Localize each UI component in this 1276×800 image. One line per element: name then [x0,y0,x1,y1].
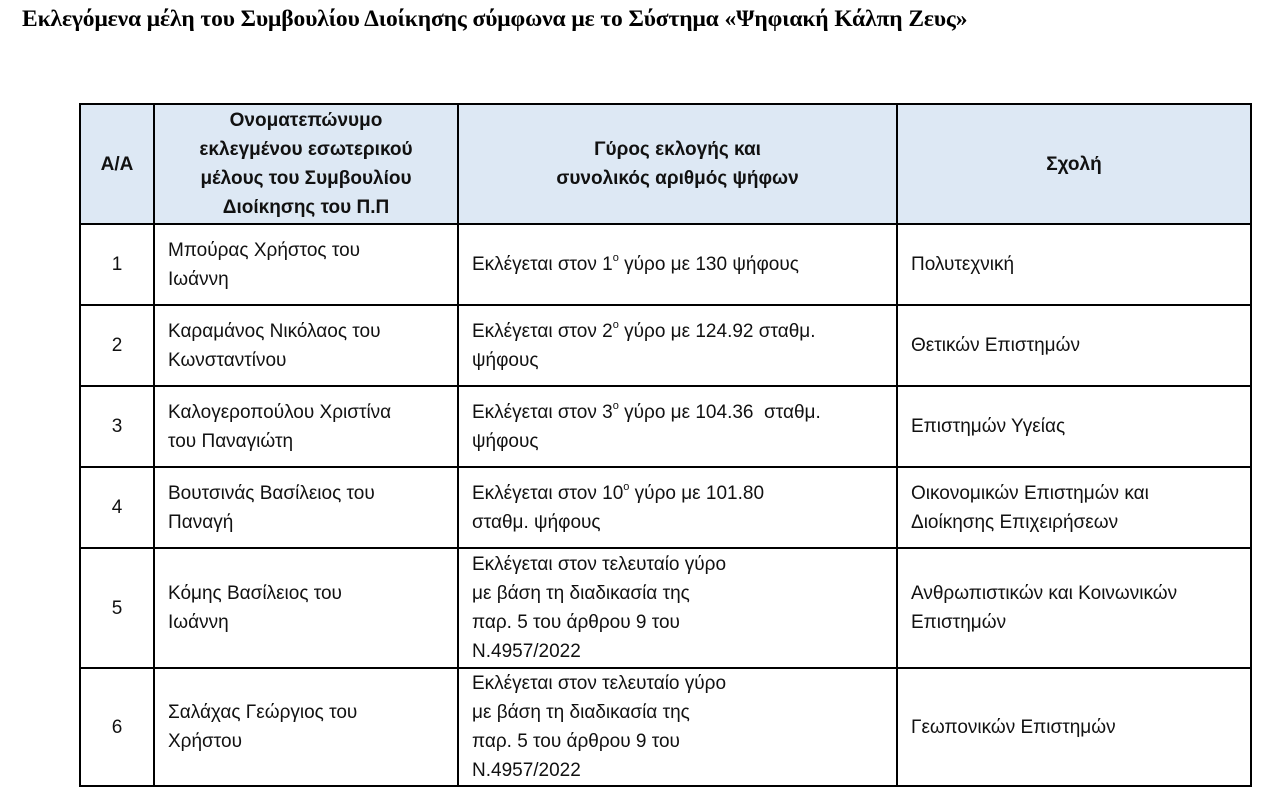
document-title: Εκλεγόμενα μέλη του Συμβουλίου Διοίκησης σύμφωνα με το Σύστημα «Ψηφιακή Κάλπη Ζευς» [22,6,968,32]
member-name-line: Καλογεροπούλου Χριστίνα [168,401,392,423]
member-name [154,467,458,548]
table-row [80,548,1251,668]
header-round-line: συνολικός αριθμός ψήφων [556,168,799,189]
election-round-line: με βάση τη διαδικασία της [472,583,690,604]
election-round-line [472,317,888,346]
election-round-line [472,479,888,508]
table-row [80,224,1251,305]
member-name [154,668,458,786]
table-row [80,386,1251,467]
header-round-line: Γύρος εκλογής και [594,139,761,160]
school-line: Επιστημών Υγείας [911,416,1066,437]
round-suffix: γύρο με 104.36 σταθμ. [618,401,821,423]
table-row [80,668,1251,786]
election-round-line: παρ. 5 του άρθρου 9 του [472,731,680,752]
table-row [80,467,1251,548]
member-name-line: Ιωάννη [168,268,229,290]
election-round [458,305,897,386]
member-name [154,548,458,668]
header-name-line: εκλεγμένου εσωτερικού [199,139,413,160]
elected-members-table [79,103,1252,787]
member-name-line: Μπούρας Χρήστος του [168,239,361,261]
header-name-line: μέλους του Συμβουλίου [200,168,412,189]
member-name-line: Κόμης Βασίλειος του [168,583,342,604]
school-line: Πολυτεχνική [911,254,1015,275]
round-prefix: Εκλέγεται στον 1 [472,254,613,275]
election-round-line: Εκλέγεται στον τελευταίο γύρο [472,673,727,694]
election-round-line [472,250,888,279]
election-round [458,548,897,668]
election-round [458,224,897,305]
member-name-line: Βουτσινάς Βασίλειος του [168,482,375,504]
school [897,668,1251,786]
header-name [154,104,458,224]
school-line: Επιστημών [911,612,1007,633]
school [897,224,1251,305]
header-school: Σχολή [897,104,1251,224]
election-round-line [472,398,888,427]
school-line: Θετικών Επιστημών [911,335,1080,356]
election-round-line: ψήφους [472,430,539,452]
election-round-line: παρ. 5 του άρθρου 9 του [472,612,680,633]
school-line: Γεωπονικών Επιστημών [911,716,1116,738]
election-round [458,386,897,467]
election-round [458,467,897,548]
round-prefix: Εκλέγεται στον 10 [472,482,624,504]
header-name-line: Διοίκησης του Π.Π [222,197,390,218]
row-number: 6 [80,668,154,786]
school-line: Ανθρωπιστικών και Κοινωνικών [911,583,1178,604]
round-prefix: Εκλέγεται στον 3 [472,401,613,423]
member-name-line: Χρήστου [168,731,242,752]
member-name-line: Κωνσταντίνου [168,349,287,371]
round-suffix: γύρο με 130 ψήφους [618,254,799,275]
member-name-line: Καραμάνος Νικόλαος του [168,320,381,342]
school-line: Διοίκησης Επιχειρήσεων [911,511,1119,533]
school [897,467,1251,548]
round-suffix: γύρο με 124.92 σταθμ. [618,320,816,342]
row-number: 4 [80,467,154,548]
member-name-line: Ιωάννη [168,612,229,633]
member-name [154,224,458,305]
school-line: Οικονομικών Επιστημών και [911,482,1149,504]
table-header-row [80,104,1251,224]
election-round-line: ψήφους [472,349,539,371]
school [897,548,1251,668]
election-round-line: Εκλέγεται στον τελευταίο γύρο [472,554,727,575]
header-aa: Α/Α [80,104,154,224]
member-name [154,386,458,467]
row-number: 1 [80,224,154,305]
row-number: 5 [80,548,154,668]
round-ordinal: ο [612,318,619,331]
member-name-line: Παναγή [168,511,234,533]
round-suffix: γύρο με 101.80 [629,482,765,504]
election-round-line: Ν.4957/2022 [472,760,581,781]
row-number: 3 [80,386,154,467]
round-prefix: Εκλέγεται στον 2 [472,320,613,342]
member-name-line: Σαλάχας Γεώργιος του [168,702,358,723]
school [897,386,1251,467]
school [897,305,1251,386]
member-name [154,305,458,386]
round-ordinal: ο [612,252,619,264]
header-name-line: Ονοματεπώνυμο [229,110,383,131]
election-round-line: με βάση τη διαδικασία της [472,702,690,723]
election-round [458,668,897,786]
member-name-line: του Παναγιώτη [168,430,294,452]
election-round-line: Ν.4957/2022 [472,641,581,662]
round-ordinal: ο [612,399,619,412]
row-number: 2 [80,305,154,386]
table-row [80,305,1251,386]
round-ordinal: ο [623,480,630,493]
header-round [458,104,897,224]
election-round-line: σταθμ. ψήφους [472,511,601,533]
